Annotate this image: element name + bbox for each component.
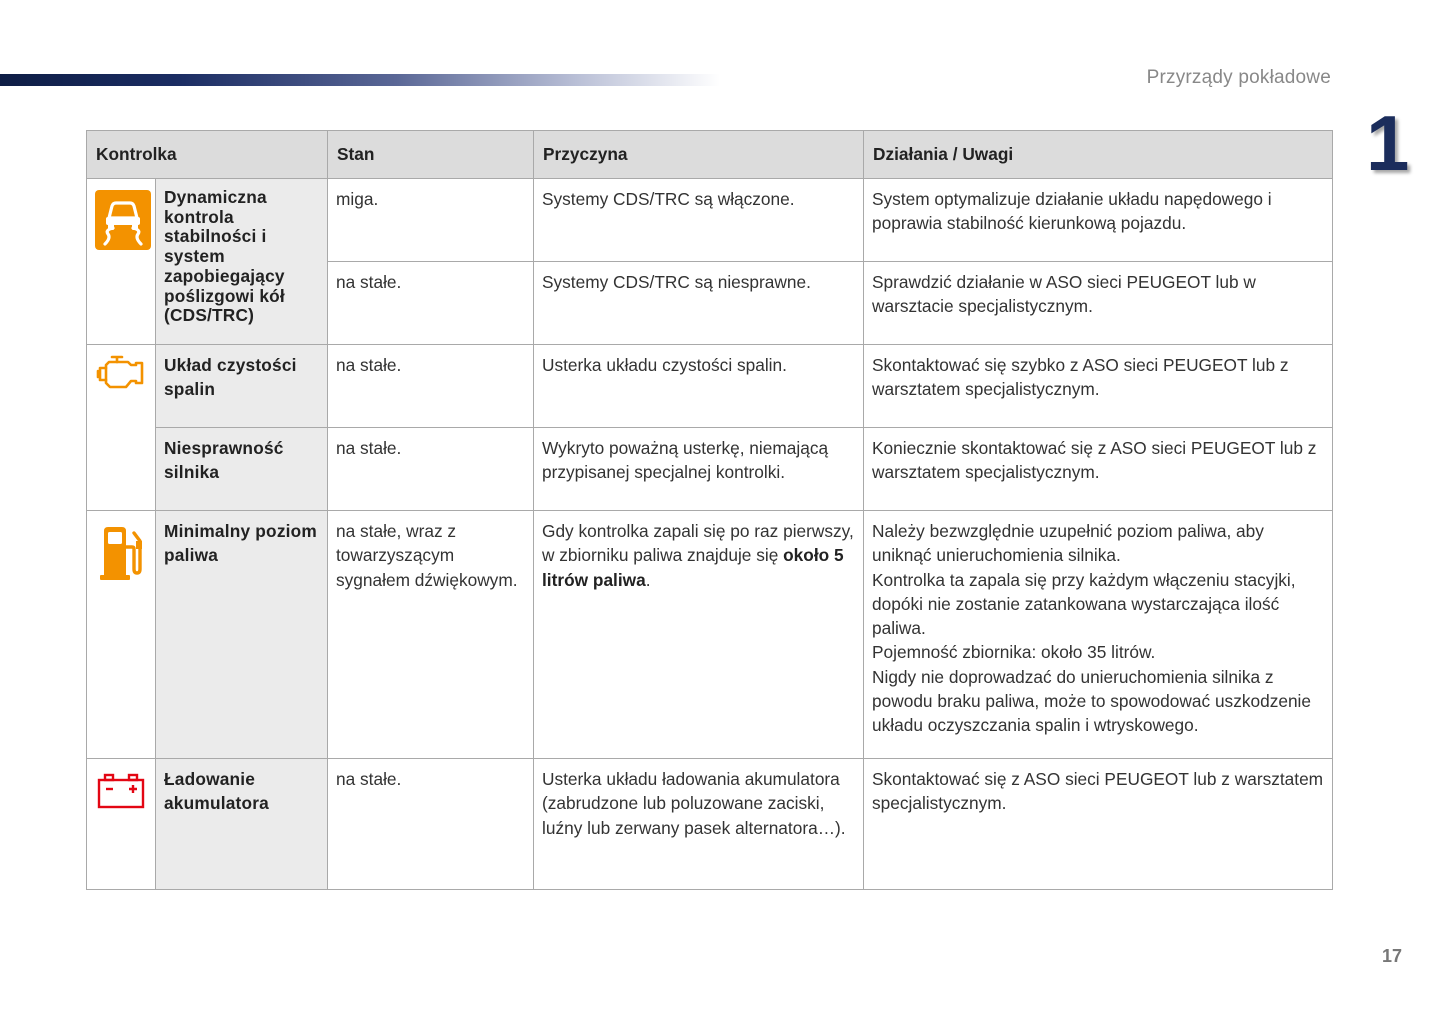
action-cell: System optymalizuje działanie układu napędowego i poprawia stabilność kierunkową pojazdu. — [864, 179, 1333, 262]
cause-cell: Systemy CDS/TRC są niesprawne. — [534, 262, 864, 345]
table-row — [87, 345, 1333, 428]
action-line: Nigdy nie doprowadzać do unieruchomienia silnika z powodu braku paliwa, może to spowodować uszkodzenie układu oczyszczania spalin i wtryskowego. — [872, 666, 1312, 736]
table-row — [87, 428, 1333, 511]
fuel-pump-icon — [96, 525, 146, 581]
action-cell: Skontaktować się szybko z ASO sieci PEUGEOT lub z warsztatem specjalistycznym. — [864, 345, 1333, 428]
action-line: Pojemność zbiornika: około 35 litrów. — [872, 642, 1156, 663]
icon-cell — [87, 345, 156, 511]
warning-light-name: Ładowanie akumulatora — [156, 759, 328, 890]
cause-cell: Usterka układu czystości spalin. — [534, 345, 864, 428]
column-header-przyczyna: Przyczyna — [534, 131, 864, 179]
page-number: 17 — [1382, 946, 1403, 966]
icon-cell — [87, 759, 156, 890]
state-cell: na stałe. — [328, 262, 534, 345]
cause-cell — [534, 511, 864, 759]
action-cell — [864, 511, 1333, 759]
cause-text: Gdy kontrolka zapali się po raz pierwszy, w zbiorniku paliwa znajduje się — [542, 521, 854, 566]
engine-check-icon — [96, 353, 146, 393]
state-cell: na stałe. — [328, 759, 534, 890]
table-row — [87, 759, 1333, 890]
cause-highlight: około 5 litrów paliwa — [542, 545, 844, 590]
column-header-kontrolka: Kontrolka — [87, 131, 328, 179]
cause-cell: Systemy CDS/TRC są włączone. — [534, 179, 864, 262]
table-row — [87, 511, 1333, 759]
section-title: Przyrządy pokładowe — [1146, 67, 1331, 88]
state-cell: miga. — [328, 179, 534, 262]
state-cell: na stałe. — [328, 428, 534, 511]
warning-light-name: Minimalny poziom paliwa — [156, 511, 328, 759]
battery-icon — [97, 773, 145, 809]
column-header-stan: Stan — [328, 131, 534, 179]
warning-light-name: Układ czystości spalin — [156, 345, 328, 428]
cause-text-end: . — [645, 569, 651, 590]
column-header-dzialania: Działania / Uwagi — [864, 131, 1333, 179]
action-cell: Sprawdzić działanie w ASO sieci PEUGEOT lub w warsztacie specjalistycznym. — [864, 262, 1333, 345]
traction-control-icon — [95, 190, 151, 250]
icon-cell — [87, 179, 156, 345]
icon-cell — [87, 511, 156, 759]
action-line: Należy bezwzględnie uzupełnić poziom paliwa, aby uniknąć unieruchomienia silnika. — [872, 521, 1264, 566]
action-cell: Koniecznie skontaktować się z ASO sieci PEUGEOT lub z warsztatem specjalistycznym. — [864, 428, 1333, 511]
cause-cell: Wykryto poważną usterkę, niemającą przypisanej specjalnej kontrolki. — [534, 428, 864, 511]
warning-lights-table — [86, 130, 1333, 890]
state-cell: na stałe. — [328, 345, 534, 428]
table-header-row — [87, 131, 1333, 179]
warning-light-name: Niesprawność silnika — [156, 428, 328, 511]
table-row — [87, 179, 1333, 262]
action-line: Kontrolka ta zapala się przy każdym włączeniu stacyjki, dopóki nie zostanie zatankowana wystarczająca ilość paliwa. — [872, 569, 1296, 639]
cause-cell: Usterka układu ładowania akumulatora (zabrudzone lub poluzowane zaciski, luźny lub zerwany pasek alternatora…). — [534, 759, 864, 890]
chapter-number: 1 — [1366, 99, 1410, 187]
state-cell: na stałe, wraz z towarzyszącym sygnałem dźwiękowym. — [328, 511, 534, 759]
header-gradient-bar — [0, 74, 720, 86]
action-cell: Skontaktować się z ASO sieci PEUGEOT lub z warsztatem specjalistycznym. — [864, 759, 1333, 890]
warning-light-name: Dynamiczna kontrola stabilności i system zapobiegający poślizgowi kół (CDS/TRC) — [156, 179, 328, 345]
